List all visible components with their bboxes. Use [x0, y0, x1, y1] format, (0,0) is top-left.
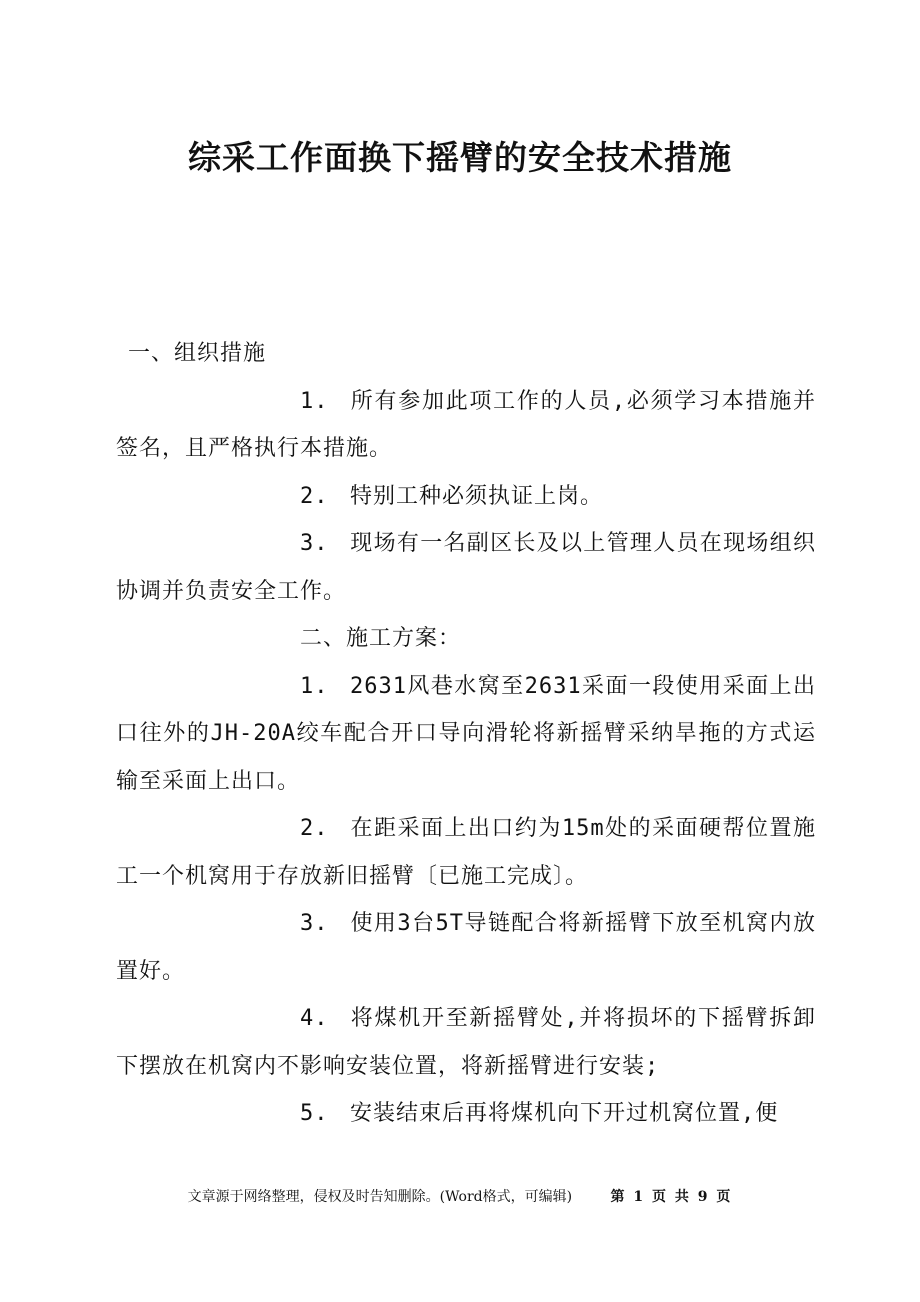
document-body	[116, 330, 816, 1138]
footer-note: 文章源于网络整理，侵权及时告知删除。(Word格式，可编辑)	[187, 1189, 573, 1205]
plan-item-5-number: 5.	[300, 1101, 329, 1126]
org-item-3	[116, 520, 816, 615]
plan-item-3-text: 使用3台5T导链配合将新摇臂下放至机窝内放置好。	[116, 911, 816, 984]
plan-item-4-number: 4.	[300, 1006, 329, 1031]
org-item-1-text: 所有参加此项工作的人员,必须学习本措施并签名，且严格执行本措施。	[116, 388, 816, 461]
plan-item-3	[116, 900, 816, 995]
plan-item-3-number: 3.	[300, 911, 329, 936]
plan-item-5	[116, 1090, 816, 1138]
plan-item-5-text: 安装结束后再将煤机向下开过机窝位置,便	[350, 1101, 779, 1126]
document-title: 综采工作面换下摇臂的安全技术措施	[188, 138, 732, 177]
plan-item-1-number: 1.	[300, 673, 329, 699]
org-item-2-text: 特别工种必须执证上岗。	[350, 483, 604, 509]
plan-item-2-text: 在距采面上出口约为15m处的采面硬帮位置施工一个机窝用于存放新旧摇臂〔已施工完成〕。	[116, 816, 816, 889]
plan-item-1-text: 2631风巷水窝至2631采面一段使用采面上出口往外的JH-20A绞车配合开口导向滑轮将新摇臂采纳旱拖的方式运输至采面上出口。	[116, 673, 816, 794]
org-item-3-number: 3.	[300, 531, 329, 556]
org-item-3-text: 现场有一名副区长及以上管理人员在现场组织协调并负责安全工作。	[116, 531, 816, 604]
plan-item-4	[116, 995, 816, 1090]
plan-item-2	[116, 805, 816, 900]
plan-item-1	[116, 663, 816, 806]
plan-item-2-number: 2.	[300, 816, 329, 841]
page-footer	[0, 1186, 920, 1206]
org-item-1	[116, 378, 816, 473]
org-item-2-number: 2.	[300, 483, 329, 509]
section-heading-plan: 二、施工方案：	[300, 626, 462, 651]
org-item-1-number: 1.	[300, 388, 329, 414]
org-item-2	[116, 473, 816, 521]
plan-item-4-text: 将煤机开至新摇臂处,并将损坏的下摇臂拆卸下摆放在机窝内不影响安装位置，将新摇臂进行安装;	[116, 1006, 816, 1079]
section-heading-org: 一、组织措施	[128, 341, 267, 366]
page-number: 第 1 页 共 9 页	[610, 1189, 733, 1205]
